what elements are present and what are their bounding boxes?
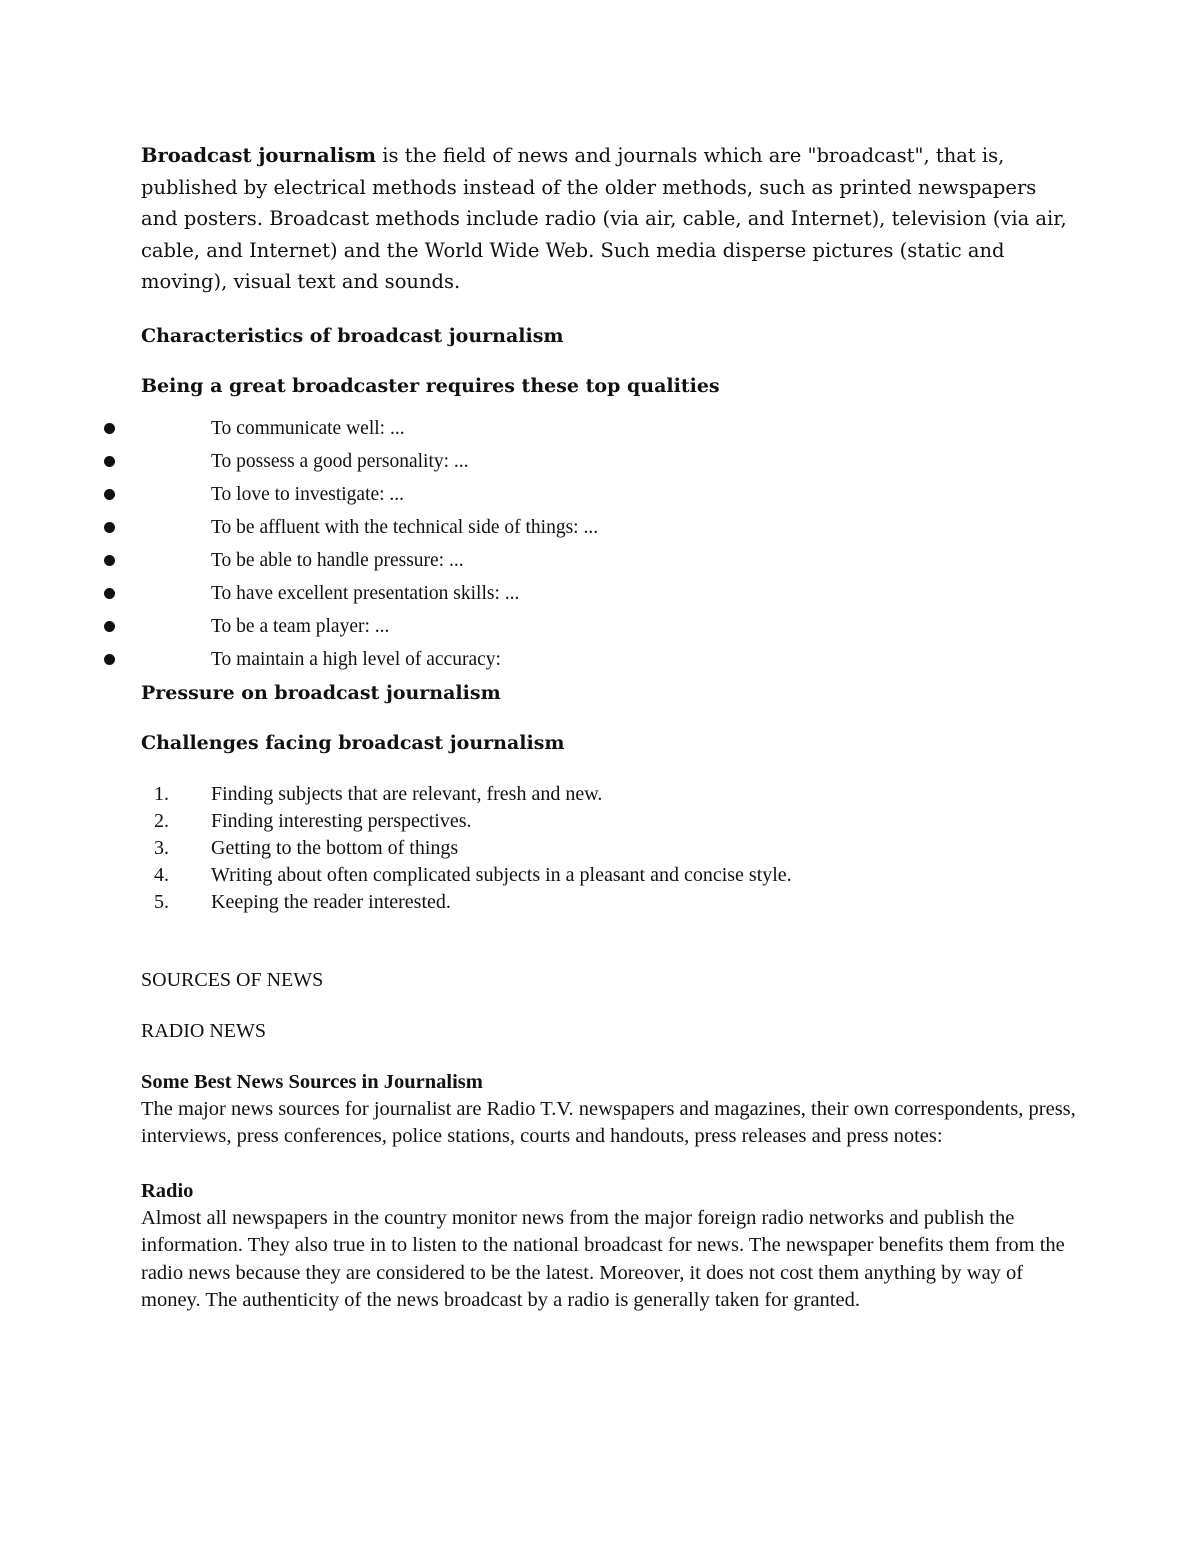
bullet-icon <box>104 588 115 599</box>
list-item: 1. Finding subjects that are relevant, fresh and new. <box>154 782 603 805</box>
list-item: To be able to handle pressure: ... <box>0 544 1100 577</box>
heading-challenges: Challenges facing broadcast journalism <box>141 731 565 754</box>
bullet-icon <box>104 489 115 500</box>
heading-sources: SOURCES OF NEWS <box>141 968 324 991</box>
list-item: 2. Finding interesting perspectives. <box>154 809 472 832</box>
list-item: To communicate well: ... <box>0 412 1100 445</box>
heading-radio: Radio <box>141 1180 194 1203</box>
list-item: 3. Getting to the bottom of things <box>154 836 459 859</box>
heading-pressure: Pressure on broadcast journalism <box>141 681 501 704</box>
bullet-icon <box>104 423 115 434</box>
heading-best-sources: Some Best News Sources in Journalism <box>141 1070 483 1093</box>
heading-qualities: Being a great broadcaster requires these top qualities <box>141 374 720 397</box>
list-item: To possess a good personality: ... <box>0 445 1100 478</box>
heading-characteristics: Characteristics of broadcast journalism <box>141 324 564 347</box>
list-item: To love to investigate: ... <box>0 478 1100 511</box>
document-content <box>141 140 1076 1314</box>
challenges-list <box>141 781 1076 916</box>
list-item: 4. Writing about often complicated subjects in a pleasant and concise style. <box>154 863 792 886</box>
intro-paragraph <box>141 140 1076 298</box>
intro-term: Broadcast journalism <box>141 144 377 167</box>
bullet-icon <box>104 555 115 566</box>
bullet-icon <box>104 522 115 533</box>
intro-text: is the field of news and journals which are "broadcast", that is, published by electrical methods instead of the older methods, such as printed newspapers and posters. Broadcast methods include radio (via air, cable, and Internet), television (via air, cable, and Internet) and the World Wide Web. Such media disperse pictures (static and moving), visual text and sounds. <box>141 144 1067 293</box>
list-item: To be affluent with the technical side of things: ... <box>0 511 1100 544</box>
list-item: To maintain a high level of accuracy: <box>0 643 1100 676</box>
bullet-icon <box>104 621 115 632</box>
list-item: To have excellent presentation skills: ... <box>0 577 1100 610</box>
qualities-list <box>0 412 1100 676</box>
list-item: 5. Keeping the reader interested. <box>154 890 451 913</box>
bullet-icon <box>104 654 115 665</box>
list-item: To be a team player: ... <box>0 610 1100 643</box>
heading-radio-news: RADIO NEWS <box>141 1019 266 1042</box>
best-sources-paragraph: The major news sources for journalist are Radio T.V. newspapers and magazines, their own correspondents, press, interviews, press conferences, police stations, courts and handouts, press releases and press notes: <box>141 1097 1076 1147</box>
bullet-icon <box>104 456 115 467</box>
radio-paragraph: Almost all newspapers in the country monitor news from the major foreign radio networks and publish the information. They also true in to listen to the national broadcast for news. The newspaper benefits them from the radio news because they are considered to be the latest. Moreover, it does not cost them anything by way of money. The authenticity of the news broadcast by a radio is generally taken for granted. <box>141 1207 1065 1311</box>
